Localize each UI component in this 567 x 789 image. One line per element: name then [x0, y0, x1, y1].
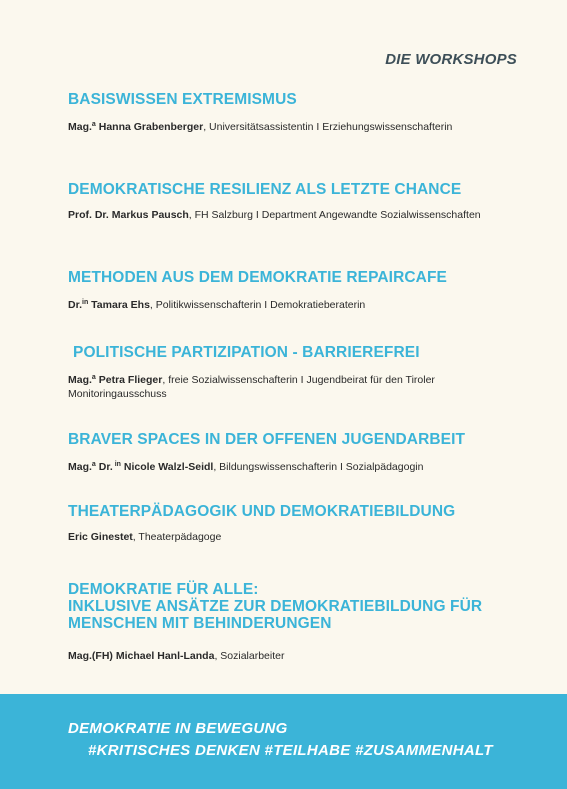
workshop-speaker	[68, 458, 528, 474]
workshop-title-line: MENSCHEN MIT BEHINDERUNGEN	[68, 615, 332, 632]
section-title: DIE WORKSHOPS	[385, 51, 517, 68]
footer-hashtags: #KRITISCHES DENKEN #TEILHABE #ZUSAMMENHALT	[88, 742, 493, 759]
workshop-item	[68, 269, 528, 312]
speaker-title: Mag.	[68, 374, 92, 386]
speaker-title-sup: a	[91, 461, 96, 468]
workshop-speaker	[68, 649, 528, 663]
workshop-title: THEATERPÄDAGOGIK UND DEMOKRATIEBILDUNG	[68, 503, 456, 520]
workshop-title-line: INKLUSIVE ANSÄTZE ZUR DEMOKRATIEBILDUNG FÜR	[68, 598, 483, 615]
workshop-title: DEMOKRATISCHE RESILIENZ ALS LETZTE CHANCE	[68, 181, 462, 198]
workshop-speaker	[68, 118, 528, 134]
workshop-speaker	[68, 371, 533, 401]
speaker-title-sup: in	[82, 299, 89, 306]
workshop-item	[68, 181, 528, 222]
speaker-title: Dr.	[68, 299, 83, 311]
speaker-role: , Politikwissenschafterin I Demokratieberaterin	[149, 299, 366, 311]
workshop-speaker	[68, 208, 528, 222]
speaker-name: Tamara Ehs	[88, 299, 150, 311]
speaker-role: , Theaterpädagoge	[132, 531, 222, 543]
speaker-title: Mag.	[68, 461, 92, 473]
speaker-title-sup: a	[91, 374, 96, 381]
speaker-name: Nicole Walzl-Seidl	[120, 461, 214, 473]
speaker-name: Prof. Dr. Markus Pausch	[68, 209, 189, 221]
workshop-speaker	[68, 296, 528, 312]
workshop-title-line: DEMOKRATIE FÜR ALLE:	[68, 581, 259, 598]
workshop-title: METHODEN AUS DEM DEMOKRATIE REPAIRCAFE	[68, 269, 447, 286]
speaker-role: , freie Sozialwissenschafterin I Jugendbeirat für den Tiroler Monitoringausschuss	[68, 374, 435, 400]
workshop-item	[68, 344, 533, 401]
workshop-title	[68, 581, 528, 632]
workshop-item	[68, 431, 528, 474]
workshop-title: BASISWISSEN EXTREMISMUS	[68, 91, 297, 108]
speaker-role: , Bildungswissenschafterin I Sozialpädagogin	[213, 461, 424, 473]
speaker-title-sup: a	[91, 121, 96, 128]
speaker-title: Mag.	[68, 121, 92, 133]
speaker-name: Eric Ginestet	[68, 531, 133, 543]
footer-banner	[0, 694, 567, 789]
speaker-title-2: Dr.	[95, 461, 113, 473]
speaker-name: Mag.(FH) Michael Hanl-Landa	[68, 650, 215, 662]
workshop-item	[68, 503, 528, 544]
speaker-role: , Sozialarbeiter	[214, 650, 285, 662]
workshop-item	[68, 581, 528, 663]
speaker-role: , FH Salzburg I Department Angewandte Sozialwissenschaften	[188, 209, 481, 221]
speaker-role: , Universitätsassistentin I Erziehungswissenschafterin	[203, 121, 453, 133]
speaker-name: Petra Flieger	[95, 374, 163, 386]
workshop-speaker	[68, 530, 528, 544]
footer-slogan: DEMOKRATIE IN BEWEGUNG	[68, 720, 288, 737]
workshop-title: POLITISCHE PARTIZIPATION - BARRIEREFREI	[73, 344, 420, 361]
speaker-name: Hanna Grabenberger	[95, 121, 204, 133]
workshop-title: BRAVER SPACES IN DER OFFENEN JUGENDARBEIT	[68, 431, 466, 448]
workshop-item	[68, 91, 528, 134]
speaker-title-sup-2: in	[112, 461, 121, 468]
